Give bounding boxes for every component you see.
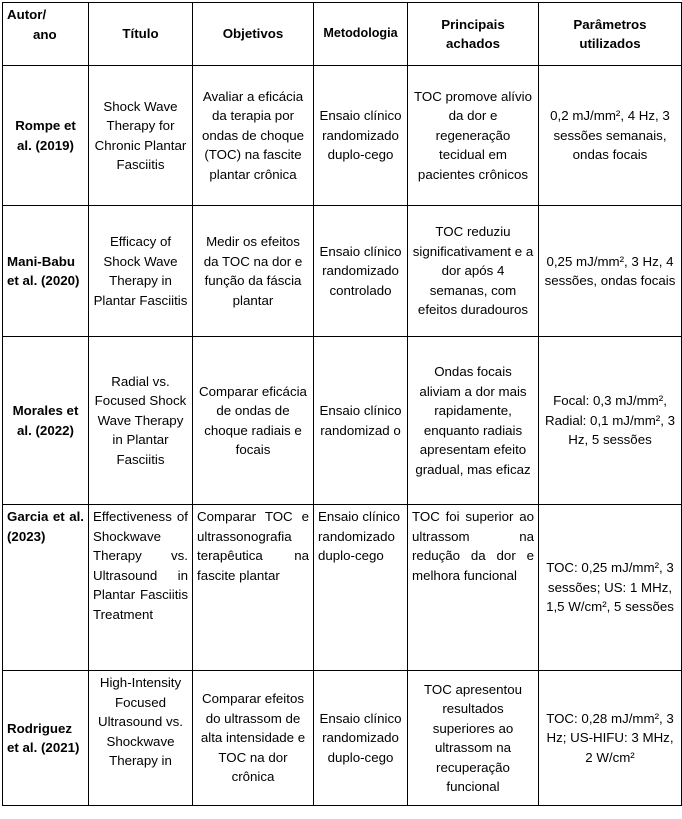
cell-autor: Morales et al. (2022) bbox=[3, 337, 89, 505]
cell-metodologia: Ensaio clínico randomizado controlado bbox=[314, 206, 408, 337]
header-achados: Principais achados bbox=[408, 3, 539, 66]
cell-parametros: 0,2 mJ/mm², 4 Hz, 3 sessões semanais, ondas focais bbox=[539, 66, 682, 206]
cell-parametros: 0,25 mJ/mm², 3 Hz, 4 sessões, ondas focais bbox=[539, 206, 682, 337]
cell-titulo: Effectiveness of Shockwave Therapy vs. Ultrasound in Plantar Fasciitis Treatment bbox=[89, 505, 193, 671]
cell-autor-text: Rodriguez et al. (2021) bbox=[7, 720, 80, 755]
header-autor bbox=[3, 3, 89, 66]
table-row bbox=[3, 505, 682, 671]
header-autor-line2: ano bbox=[33, 26, 57, 42]
cell-titulo-text: High-Intensity Focused Ultrasound vs. Shockwave Therapy in bbox=[98, 675, 183, 768]
header-autor-line1: Autor/ bbox=[7, 7, 47, 22]
cell-achados: Ondas focais aliviam a dor mais rapidamente, enquanto radiais apresentam efeito gradual, mas eficaz bbox=[408, 337, 539, 505]
table-row bbox=[3, 206, 682, 337]
cell-objetivos: Avaliar a eficácia da terapia por ondas de choque (TOC) na fascite plantar crônica bbox=[193, 66, 314, 206]
cell-achados: TOC promove alívio da dor e regeneração tecidual em pacientes crônicos bbox=[408, 66, 539, 206]
cell-autor bbox=[3, 671, 89, 806]
cell-objetivos: Comparar eficácia de ondas de choque radiais e focais bbox=[193, 337, 314, 505]
cell-achados: TOC apresentou resultados superiores ao ultrassom na recuperação funcional bbox=[408, 671, 539, 806]
cell-parametros: TOC: 0,28 mJ/mm², 3 Hz; US-HIFU: 3 MHz, 2 W/cm² bbox=[539, 671, 682, 806]
table-row bbox=[3, 671, 682, 806]
cell-titulo bbox=[89, 671, 193, 806]
header-titulo: Título bbox=[89, 3, 193, 66]
cell-objetivos: Medir os efeitos da TOC na dor e função da fáscia plantar bbox=[193, 206, 314, 337]
table-row bbox=[3, 66, 682, 206]
cell-autor: Rompe et al. (2019) bbox=[3, 66, 89, 206]
cell-metodologia: Ensaio clínico randomizado duplo-cego bbox=[314, 66, 408, 206]
cell-objetivos: Comparar TOC e ultrassonografia terapêutica na fascite plantar bbox=[193, 505, 314, 671]
cell-objetivos: Comparar efeitos do ultrassom de alta intensidade e TOC na dor crônica bbox=[193, 671, 314, 806]
cell-metodologia: Ensaio clínico randomizad o bbox=[314, 337, 408, 505]
cell-achados: TOC reduziu significativament e a dor após 4 semanas, com efeitos duradouros bbox=[408, 206, 539, 337]
cell-metodologia: Ensaio clínico randomizado duplo-cego bbox=[314, 671, 408, 806]
cell-titulo: Shock Wave Therapy for Chronic Plantar Fasciitis bbox=[89, 66, 193, 206]
header-row bbox=[3, 3, 682, 66]
cell-parametros: TOC: 0,25 mJ/mm², 3 sessões; US: 1 MHz, 1,5 W/cm², 5 sessões bbox=[539, 505, 682, 671]
cell-parametros: Focal: 0,3 mJ/mm², Radial: 0,1 mJ/mm², 3 Hz, 5 sessões bbox=[539, 337, 682, 505]
cell-autor: Mani-Babu et al. (2020) bbox=[3, 206, 89, 337]
table-row bbox=[3, 337, 682, 505]
cell-titulo: Radial vs. Focused Shock Wave Therapy in Plantar Fasciitis bbox=[89, 337, 193, 505]
cell-titulo: Efficacy of Shock Wave Therapy in Plantar Fasciitis bbox=[89, 206, 193, 337]
header-parametros: Parâmetros utilizados bbox=[539, 3, 682, 66]
cell-autor: Garcia et al. (2023) bbox=[3, 505, 89, 671]
cell-achados: TOC foi superior ao ultrassom na redução da dor e melhora funcional bbox=[408, 505, 539, 671]
cell-metodologia: Ensaio clínico randomizado duplo-cego bbox=[314, 505, 408, 671]
header-metodologia: Metodologia bbox=[314, 3, 408, 66]
header-objetivos: Objetivos bbox=[193, 3, 314, 66]
studies-table bbox=[2, 2, 682, 806]
